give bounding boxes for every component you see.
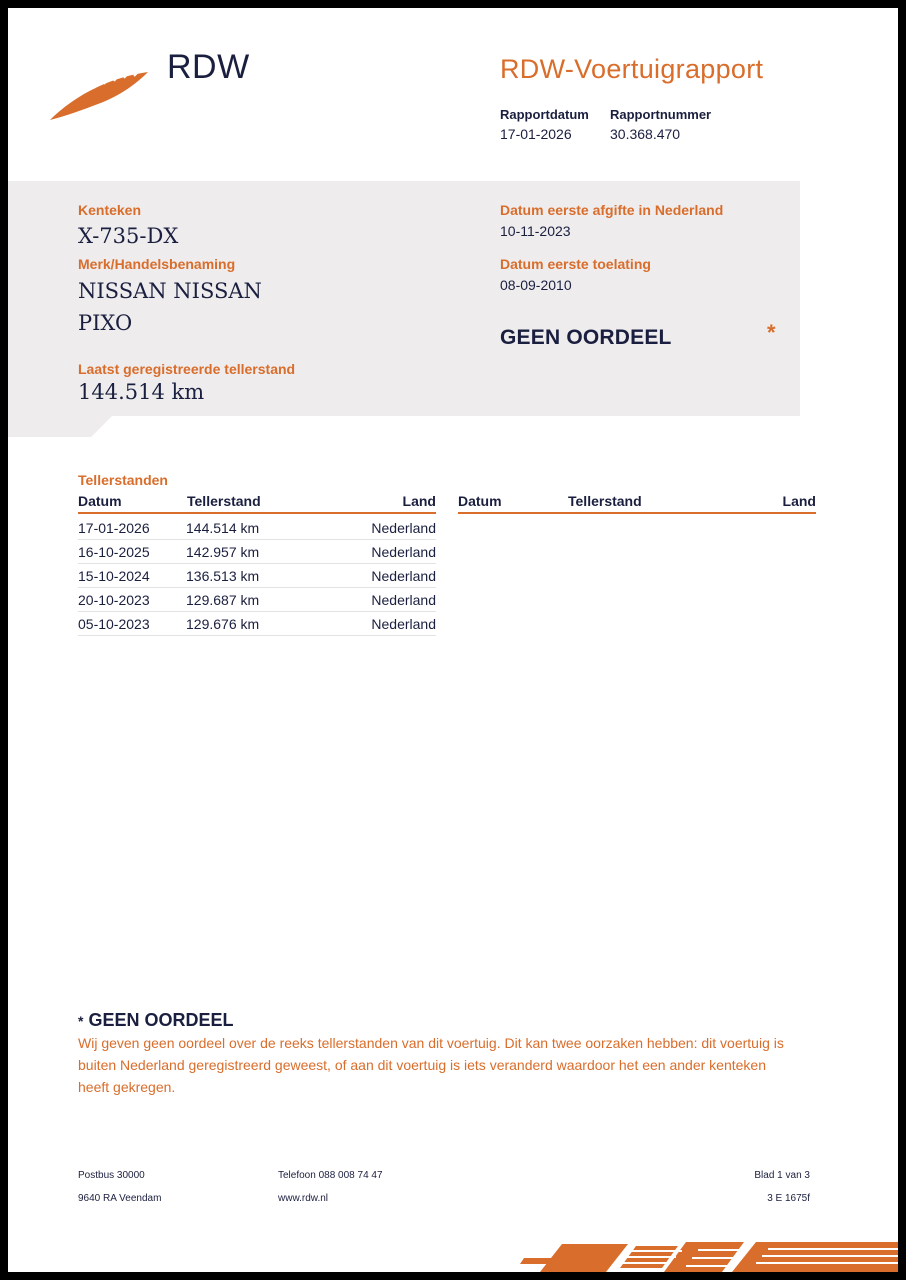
reading-value: 142.957 km <box>186 544 260 560</box>
panel-tab-decoration <box>8 416 112 437</box>
footnote-text <box>78 1032 808 1098</box>
report-date-value: 17-01-2026 <box>500 126 572 142</box>
table-row <box>78 611 436 636</box>
first-admission-value: 08-09-2010 <box>500 277 572 293</box>
reading-date: 15-10-2024 <box>78 568 150 584</box>
table-row <box>78 587 436 612</box>
col-country-header: Land <box>402 493 436 509</box>
reading-date: 20-10-2023 <box>78 592 150 608</box>
make-label: Merk/Handelsbenaming <box>78 256 236 272</box>
report-number-value: 30.368.470 <box>610 126 681 142</box>
footer-website: www.rdw.nl <box>278 1193 329 1204</box>
footer-phone: Telefoon 088 008 74 47 <box>278 1170 383 1181</box>
reading-value: 129.687 km <box>186 592 260 608</box>
first-admission-label: Datum eerste toelating <box>500 256 651 272</box>
readings-table-right <box>458 493 816 517</box>
report-title: RDW-Voertuigrapport <box>500 54 764 84</box>
reading-date: 05-10-2023 <box>78 616 150 632</box>
report-page <box>8 8 898 1272</box>
table-row <box>78 539 436 564</box>
col-country-header: Land <box>782 493 816 509</box>
table-row <box>78 563 436 588</box>
header-divider <box>78 512 436 514</box>
report-number-label: Rapportnummer <box>610 107 712 122</box>
header-divider <box>458 512 816 514</box>
verdict-asterisk: * <box>767 320 776 345</box>
reading-country: Nederland <box>371 568 436 584</box>
table-row <box>78 515 436 540</box>
footnote-line-3: heeft gekregen. <box>78 1079 176 1095</box>
footnote-heading <box>78 1010 234 1031</box>
first-nl-label: Datum eerste afgifte in Nederland <box>500 202 724 218</box>
reading-country: Nederland <box>371 616 436 632</box>
col-reading-header: Tellerstand <box>187 493 261 509</box>
footnote-line-2: buiten Nederland geregistreerd geweest, of aan dit voertuig is iets veranderd waardoor het een ander kenteken <box>78 1057 766 1073</box>
reading-country: Nederland <box>371 544 436 560</box>
col-date-header: Datum <box>458 493 502 509</box>
reading-value: 136.513 km <box>186 568 260 584</box>
footer-code: 3 E 1675f <box>767 1193 810 1204</box>
rdw-logo-icon <box>48 64 152 126</box>
plate-label: Kenteken <box>78 202 142 218</box>
make-line2: PIXO <box>78 311 133 335</box>
report-date-label: Rapportdatum <box>500 107 589 122</box>
rdw-stripes-decoration-icon <box>518 1234 898 1272</box>
readings-title: Tellerstanden <box>78 472 168 488</box>
footnote-line-1: Wij geven geen oordeel over de reeks tellerstanden van dit voertuig. Dit kan twee oorzaken hebben: dit voertuig is <box>78 1035 784 1051</box>
odometer-value: 144.514 km <box>78 380 205 404</box>
reading-value: 144.514 km <box>186 520 260 536</box>
rdw-wordmark: RDW <box>167 48 250 86</box>
verdict-badge: GEEN OORDEEL <box>500 326 672 349</box>
readings-table-left <box>78 493 436 643</box>
reading-date: 16-10-2025 <box>78 544 150 560</box>
footnote-asterisk: * <box>78 1013 84 1029</box>
footnote-title: GEEN OORDEEL <box>88 1010 234 1030</box>
footer-city: 9640 RA Veendam <box>78 1193 162 1204</box>
col-date-header: Datum <box>78 493 122 509</box>
odometer-label: Laatst geregistreerde tellerstand <box>78 361 296 377</box>
reading-value: 129.676 km <box>186 616 260 632</box>
first-nl-value: 10-11-2023 <box>500 223 571 239</box>
make-line1: NISSAN NISSAN <box>78 279 262 303</box>
reading-country: Nederland <box>371 520 436 536</box>
footer-postbus: Postbus 30000 <box>78 1170 145 1181</box>
footer-page: Blad 1 van 3 <box>754 1170 810 1181</box>
reading-country: Nederland <box>371 592 436 608</box>
plate-value: X-735-DX <box>78 224 179 248</box>
col-reading-header: Tellerstand <box>568 493 642 509</box>
reading-date: 17-01-2026 <box>78 520 150 536</box>
